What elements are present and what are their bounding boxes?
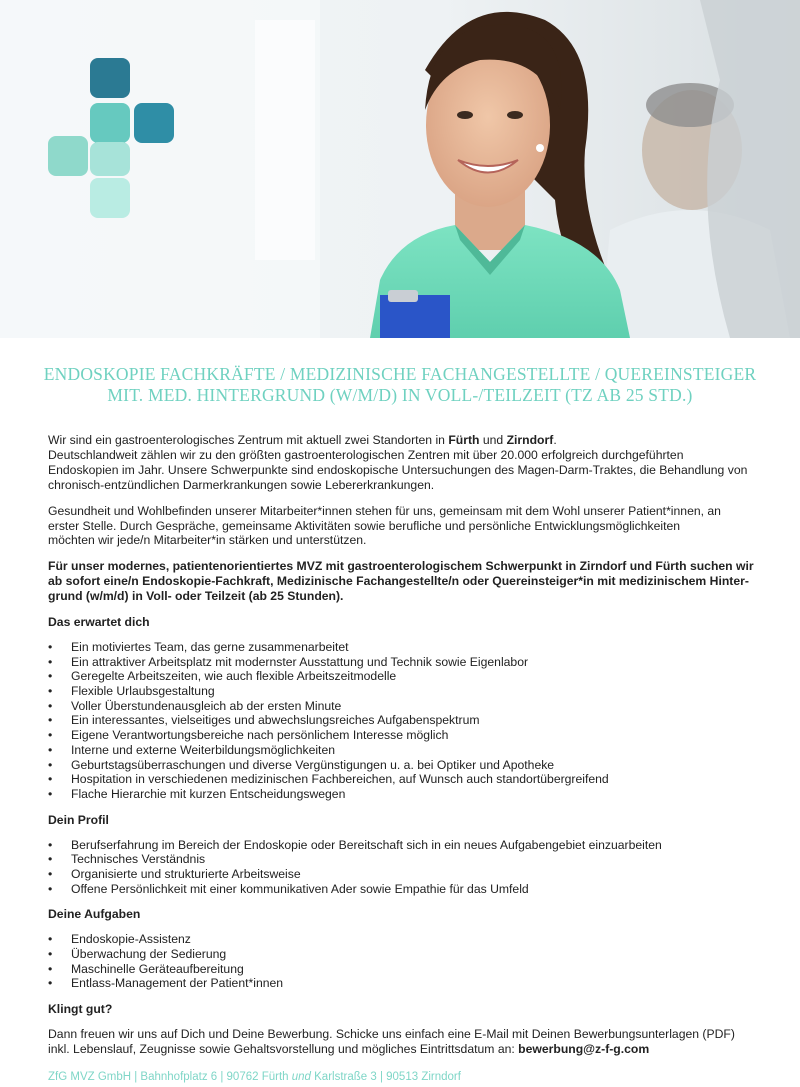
city-fuerth: Fürth — [448, 433, 480, 447]
footer-address — [48, 1071, 461, 1083]
position-text: grund (w/m/d) in Voll- oder Teilzeit (ab 25 Stunden). — [48, 589, 344, 604]
intro-paragraph — [48, 433, 758, 493]
footer-text: ZfG MVZ GmbH | Bahnhofplatz 6 | 90762 Fürth — [48, 1071, 292, 1083]
logo-square — [90, 103, 130, 143]
list-item: • Ein attraktiver Arbeitsplatz mit modernster Ausstattung und Technik sowie Eigenlabor — [48, 655, 758, 670]
intro-text: Wir sind ein gastroenterologisches Zentrum mit aktuell zwei Standorten in — [48, 433, 449, 447]
logo-square — [48, 136, 88, 176]
wellbeing-text: Gesundheit und Wohlbefinden unserer Mitarbeiter*innen stehen für uns, gemeinsam mit dem Wohl unserer Patient*innen, an — [48, 503, 721, 518]
list-item: • Interne und externe Weiterbildungsmöglichkeiten — [48, 743, 758, 758]
list-item: • Überwachung der Sedierung — [48, 947, 758, 962]
footer-text: und — [291, 1071, 311, 1083]
position-text: Für unser modernes, patientenorientiertes MVZ mit gastroenterologischem Schwerpunkt in Zirndorf und Fürth suchen wir — [48, 559, 754, 574]
intro-text: und — [479, 433, 507, 447]
list-item: • Endoskopie-Assistenz — [48, 932, 758, 947]
job-title — [0, 364, 800, 406]
offer-heading: Das erwartet dich — [48, 615, 150, 630]
logo-square — [90, 142, 130, 176]
list-item: • Hospitation in verschiedenen medizinischen Fachbereichen, auf Wunsch auch standortübergreifend — [48, 772, 758, 787]
intro-text: Endoskopien im Jahr. Unsere Schwerpunkte sind endoskopische Untersuchungen des Magen-Darm-Traktes, die Behandlung von — [48, 462, 748, 477]
offer-list — [48, 640, 758, 802]
intro-text: chronisch-entzündlichen Darmerkrankungen sowie Lebererkrankungen. — [48, 477, 435, 492]
wellbeing-paragraph — [48, 504, 758, 549]
hero-photo — [0, 0, 800, 338]
intro-text: Deutschlandweit zählen wir zu den größten gastroenterologischen Zentren mit über 20.000 erfolgreich durchgeführten — [48, 447, 684, 462]
list-item: • Geregelte Arbeitszeiten, wie auch flexible Arbeitszeitmodelle — [48, 669, 758, 684]
closing-text: Dann freuen wir uns auf Dich und Deine Bewerbung. Schicke uns einfach eine E-Mail mit Deinen Bewerbungsunterlagen (PDF) — [48, 1027, 735, 1042]
profile-heading: Dein Profil — [48, 812, 109, 827]
list-item: • Technisches Verständnis — [48, 852, 758, 867]
list-item: • Flexible Urlaubsgestaltung — [48, 684, 758, 699]
profile-list — [48, 838, 758, 897]
list-item: • Geburtstagsüberraschungen und diverse Vergünstigungen u. a. bei Optiker und Apotheke — [48, 758, 758, 773]
closing-text: inkl. Lebenslauf, Zeugnisse sowie Gehaltsvorstellung und mögliches Eintrittsdatum an: — [48, 1041, 519, 1056]
list-item: • Flache Hierarchie mit kurzen Entscheidungswegen — [48, 787, 758, 802]
logo-square — [90, 178, 130, 218]
list-item: • Eigene Verantwortungsbereiche nach persönlichem Interesse möglich — [48, 728, 758, 743]
list-item: • Organisierte und strukturierte Arbeitsweise — [48, 867, 758, 882]
list-item: • Voller Überstundenausgleich ab der ersten Minute — [48, 699, 758, 714]
list-item: • Maschinelle Geräteaufbereitung — [48, 962, 758, 977]
list-item: • Entlass-Management der Patient*innen — [48, 976, 758, 991]
wellbeing-text: erster Stelle. Durch Gespräche, gemeinsame Aktivitäten sowie berufliche und persönliche Entwicklungsmöglichkeiten — [48, 518, 681, 533]
city-zirndorf: Zirndorf — [506, 433, 554, 447]
intro-text: . — [553, 433, 557, 447]
job-title-line: ENDOSKOPIE FACHKRÄFTE / MEDIZINISCHE FACHANGESTELLTE / QUEREINSTEIGER — [43, 364, 757, 384]
logo-square — [90, 58, 130, 98]
list-item: • Ein interessantes, vielseitiges und abwechslungsreiches Aufgabenspektrum — [48, 713, 758, 728]
closing-paragraph — [48, 1027, 758, 1057]
tasks-list — [48, 932, 758, 991]
job-title-line: MIT. MED. HINTERGRUND (W/M/D) IN VOLL-/TEILZEIT (TZ AB 25 STD.) — [107, 385, 693, 405]
position-paragraph — [48, 559, 758, 604]
logo-cross — [48, 58, 178, 223]
closing-heading: Klingt gut? — [48, 1002, 113, 1017]
wellbeing-text: möchten wir jede/n Mitarbeiter*in stärken und unterstützen. — [48, 533, 367, 548]
position-text: ab sofort eine/n Endoskopie-Fachkraft, Medizinische Fachangestellte/n oder Quereinsteiger*in mit medizinischem Hinter- — [48, 574, 749, 589]
list-item: • Ein motiviertes Team, das gerne zusammenarbeitet — [48, 640, 758, 655]
tasks-heading: Deine Aufgaben — [48, 907, 141, 922]
application-email-link[interactable]: bewerbung@z-f-g.com — [518, 1041, 650, 1056]
list-item: • Berufserfahrung im Bereich der Endoskopie oder Bereitschaft sich in ein neues Aufgabengebiet einzuarbeiten — [48, 838, 758, 853]
footer-text: Karlstraße 3 | 90513 Zirndorf — [310, 1071, 461, 1083]
logo-square — [134, 103, 174, 143]
job-description — [48, 433, 758, 1068]
list-item: • Offene Persönlichkeit mit einer kommunikativen Ader sowie Empathie für das Umfeld — [48, 882, 758, 897]
